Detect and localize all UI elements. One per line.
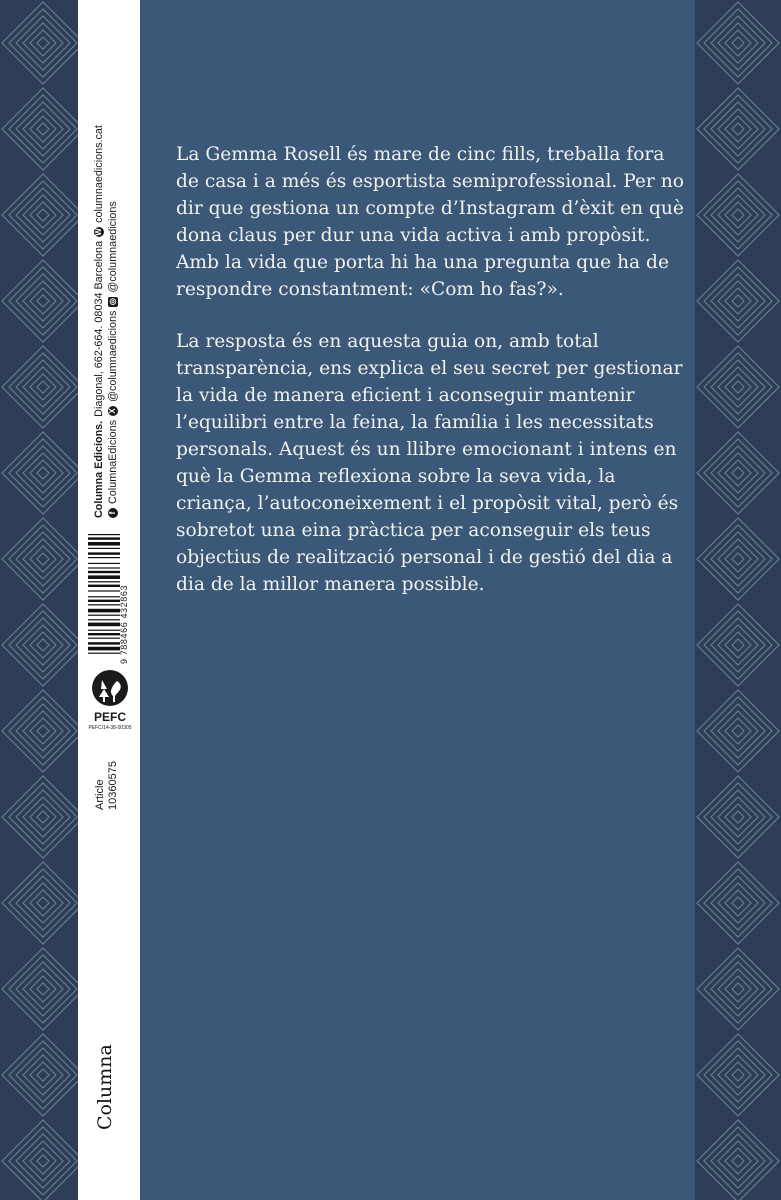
barcode-bar: [88, 575, 120, 579]
barcode-bar: [88, 557, 120, 558]
barcode-bar: [88, 642, 120, 644]
barcode-bar: [88, 619, 120, 620]
publisher-contact: [92, 125, 120, 518]
barcode-bar: [88, 638, 120, 639]
decorative-pattern-left: [0, 0, 80, 1200]
barcode-bar: [88, 647, 120, 651]
barcode-bar: [88, 552, 120, 554]
publisher-bold-name: Columna Edicions.: [93, 420, 105, 518]
barcode-bar: [88, 600, 120, 602]
barcode-bar: [88, 548, 120, 549]
decorative-pattern-right: [695, 0, 781, 1200]
back-cover-blurb: [176, 142, 686, 599]
barcode-icon: [86, 532, 122, 662]
pefc-code: PEFC/14-38-00305: [88, 725, 132, 731]
publisher-name: Columna: [94, 1044, 116, 1130]
pefc-label: PEFC: [93, 710, 126, 724]
blurb-paragraph-1: La Gemma Rosell és mare de cinc fills, treballa fora de casa i a més és esportista semiprofessional. Per no dir que gestiona un compte d’Instagram d’èxit en què dona claus per dur una vida activa i amb propòsit. Amb la vida que porta hi ha una pregunta que ha de respondre constantment: «Com ho fas?».: [176, 144, 684, 300]
barcode-bar: [88, 537, 120, 539]
contact-row-address: [92, 125, 106, 518]
barcode-bar: [88, 590, 120, 591]
article-info: [94, 761, 120, 810]
facebook-icon: f: [108, 508, 118, 518]
website-icon: W: [94, 228, 103, 236]
barcode-bar: [88, 581, 120, 582]
barcode-bar: [88, 571, 120, 573]
blurb-paragraph-2: La resposta és en aquesta guia on, amb total transparència, ens explica el seu secret per gestionar la vida de manera eficient i aconseguir mantenir l’equilibri entre la feina, la família i les necessitats personals. Aquest és un llibre emocionant i intens en què la Gemma reflexiona sobre la seva vida, la criança, l’autoconeixement i el propòsit vital, però és sobretot una eina pràctica per aconseguir els teus objectius de realització personal i de gestió del dia a dia de la millor manera possible.: [176, 331, 683, 595]
barcode-bar: [88, 563, 120, 564]
barcode-bar: [88, 653, 120, 654]
barcode-bar: [88, 585, 120, 587]
isbn-number: 9 788466 432863: [119, 584, 129, 664]
article-label: Article: [94, 779, 106, 810]
facebook-handle[interactable]: ColumnaEdicions: [107, 419, 119, 504]
barcode-bar: [88, 633, 120, 635]
barcode-bar: [88, 542, 120, 546]
contact-row-social: [106, 125, 120, 518]
barcode-bar: [88, 609, 120, 613]
publisher-website[interactable]: columnaedicions.cat: [93, 125, 105, 223]
barcode-bar: [88, 604, 120, 605]
barcode-bar: [88, 534, 120, 535]
x-handle[interactable]: @columnaedicions: [107, 310, 119, 402]
publisher-address: Diagonal, 662-664. 08034 Barcelona: [93, 240, 105, 417]
barcode-bar: [88, 567, 120, 568]
barcode-bar: [88, 623, 120, 627]
barcode-bar: [88, 596, 120, 597]
instagram-handle[interactable]: @columnaedicions: [107, 201, 119, 293]
instagram-icon: ◎: [108, 298, 117, 306]
barcode-bar: [88, 630, 120, 631]
article-number: 10360575: [107, 761, 119, 810]
pefc-tree-icon: [88, 668, 132, 708]
x-icon: X: [108, 406, 118, 416]
barcode-bar: [88, 615, 120, 616]
